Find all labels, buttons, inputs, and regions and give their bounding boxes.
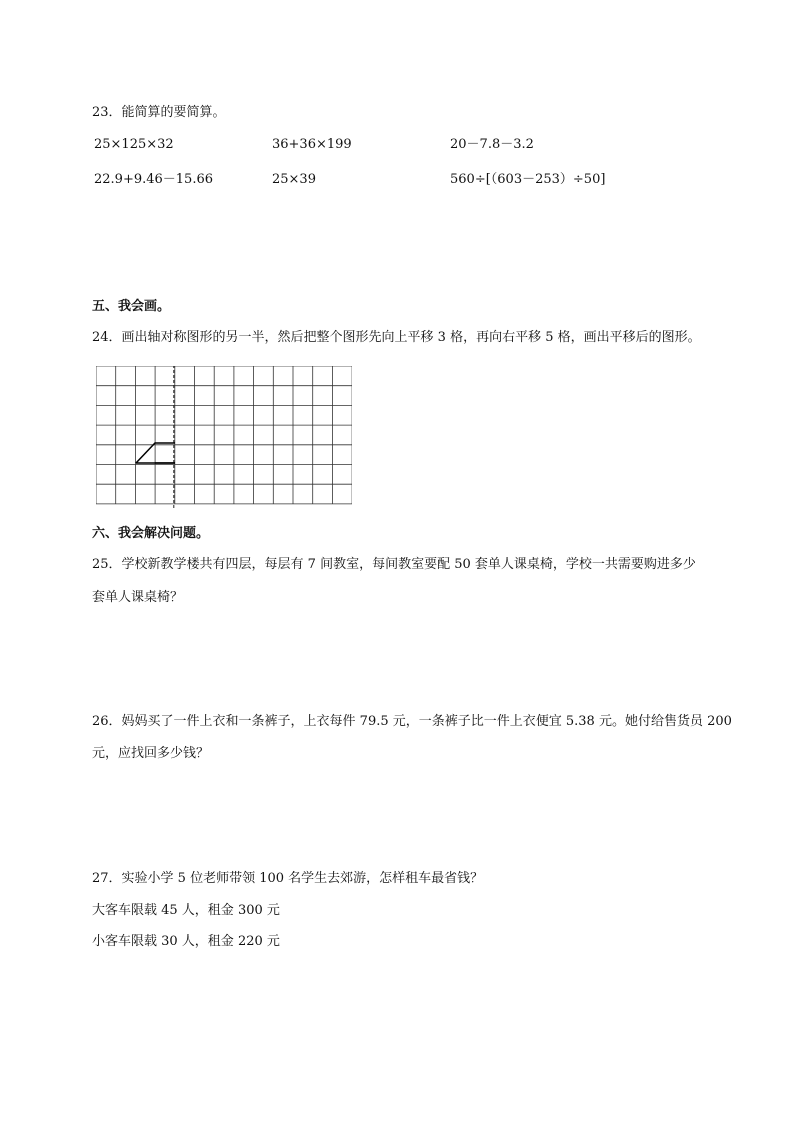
- q23-expr-5: 25×39: [272, 172, 316, 187]
- q25-line-1: 25．学校新教学楼共有四层，每层有 7 间教室，每间教室要配 50 套单人课桌椅，学校一共需要购进多少: [92, 557, 696, 572]
- half-figure-slant: [136, 443, 175, 463]
- q23-expr-2: 36+36×199: [272, 137, 352, 152]
- q24-grid: [96, 366, 352, 514]
- q26-line-1: 26．妈妈买了一件上衣和一条裤子，上衣每件 79.5 元，一条裤子比一件上衣便宜 5.38 元。她付给售货员 200: [92, 714, 732, 729]
- section-heading-solve: 六、我会解决问题。: [92, 526, 210, 541]
- q27-line-1: 27．实验小学 5 位老师带领 100 名学生去郊游，怎样租车最省钱？: [92, 871, 484, 886]
- q23-expr-3: 20－7.8－3.2: [450, 137, 534, 152]
- q26-line-2: 元，应找回多少钱？: [92, 746, 210, 761]
- q23-expr-4: 22.9+9.46－15.66: [94, 172, 213, 187]
- q27-line-2: 大客车限载 45 人，租金 300 元: [92, 903, 280, 918]
- q23-expr-6: 560÷[（603－253）÷50]: [450, 172, 606, 187]
- grid-figure: [96, 366, 352, 510]
- q25-line-2: 套单人课桌椅？: [92, 590, 184, 605]
- q24-text: 24．画出轴对称图形的另一半，然后把整个图形先向上平移 3 格，再向右平移 5 格，画出平移后的图形。: [92, 330, 701, 345]
- section-heading-draw: 五、我会画。: [92, 299, 171, 314]
- q27-line-3: 小客车限载 30 人，租金 220 元: [92, 934, 280, 949]
- q23-expr-1: 25×125×32: [94, 137, 174, 152]
- q23-title: 23．能简算的要简算。: [92, 105, 226, 120]
